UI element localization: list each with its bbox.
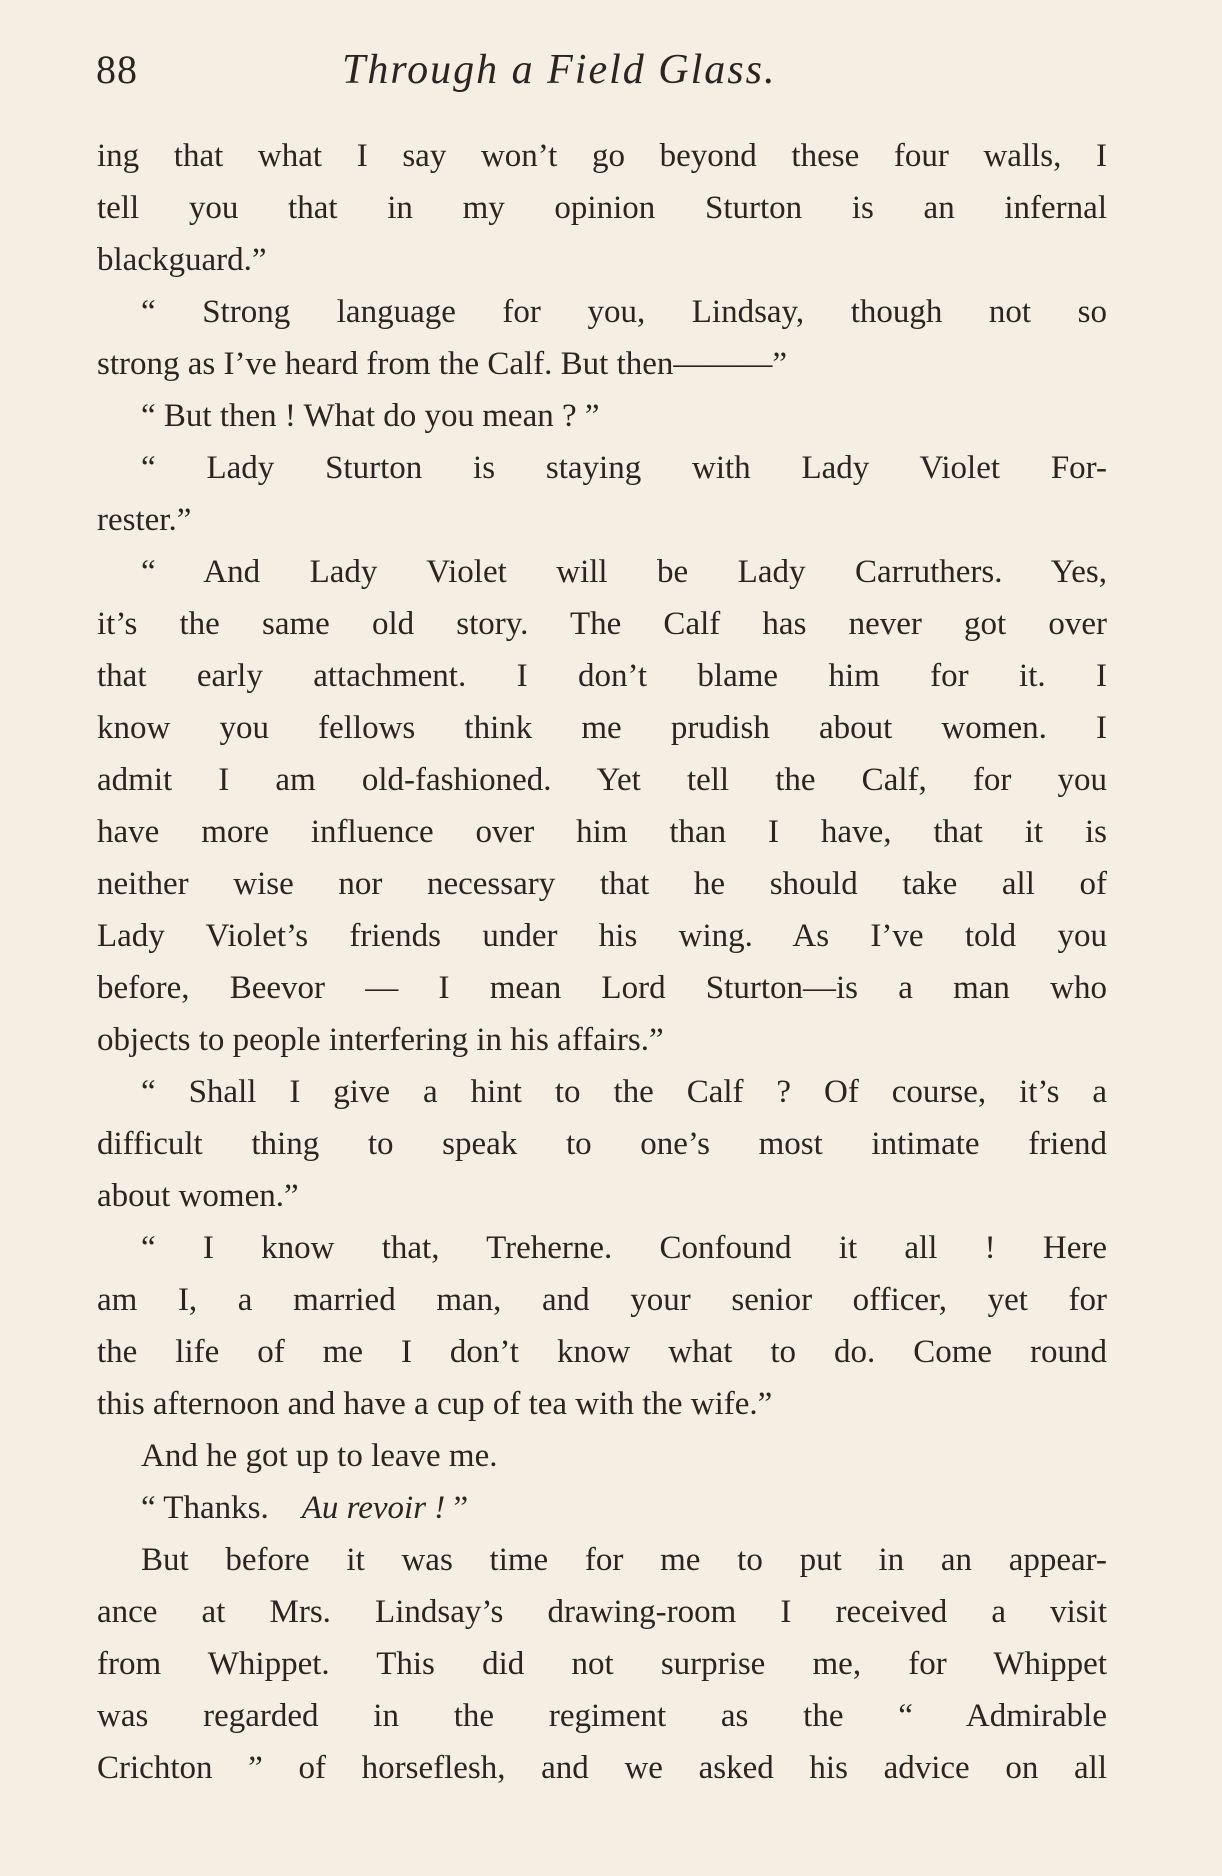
text-line	[97, 1482, 1107, 1534]
text-line: “ But then ! What do you mean ? ”	[141, 398, 600, 434]
text-line: objects to people interfering in his affairs.”	[97, 1022, 664, 1058]
text-line: “ And Lady Violet will be Lady Carruthers. Yes,	[141, 554, 1107, 590]
text-line: am I, a married man, and your senior officer, yet for	[97, 1282, 1107, 1318]
text-line: “ Shall I give a hint to the Calf ? Of course, it’s a	[141, 1074, 1107, 1110]
text-line: about women.”	[97, 1178, 299, 1214]
thanks-text: “ Thanks.	[141, 1490, 269, 1526]
text-line: it’s the same old story. The Calf has never got over	[97, 606, 1107, 642]
text-line: tell you that in my opinion Sturton is an infernal	[97, 190, 1107, 226]
text-line: know you fellows think me prudish about women. I	[97, 710, 1107, 746]
text-line: Crichton ” of horseflesh, and we asked his advice on all	[97, 1750, 1107, 1786]
text-line: ance at Mrs. Lindsay’s drawing-room I received a visit	[97, 1594, 1107, 1630]
au-revoir-text: Au revoir !	[301, 1490, 446, 1526]
text-line: admit I am old-fashioned. Yet tell the Calf, for you	[97, 762, 1107, 798]
text-line: was regarded in the regiment as the “ Admirable	[97, 1698, 1107, 1734]
text-line: strong as I’ve heard from the Calf. But then———”	[97, 346, 788, 382]
text-line: Lady Violet’s friends under his wing. As I’ve told you	[97, 918, 1107, 954]
text-line: And he got up to leave me.	[141, 1438, 498, 1474]
text-line: “ I know that, Treherne. Confound it all ! Here	[141, 1230, 1107, 1266]
text-line: rester.”	[97, 502, 192, 538]
text-line: from Whippet. This did not surprise me, for Whippet	[97, 1646, 1107, 1682]
text-line: “ Lady Sturton is staying with Lady Violet For-	[141, 450, 1107, 486]
text-line: have more influence over him than I have, that it is	[97, 814, 1107, 850]
text-line: ing that what I say won’t go beyond these four walls, I	[97, 138, 1107, 174]
text-line: that early attachment. I don’t blame him for it. I	[97, 658, 1107, 694]
text-line: before, Beevor — I mean Lord Sturton—is a man who	[97, 970, 1107, 1006]
text-line: “ Strong language for you, Lindsay, though not so	[141, 294, 1107, 330]
text-line: But before it was time for me to put in an appear-	[141, 1542, 1107, 1578]
closing-quote: ”	[445, 1490, 469, 1526]
text-line: blackguard.”	[97, 242, 267, 278]
text-line: this afternoon and have a cup of tea with the wife.”	[97, 1386, 773, 1422]
page-header	[96, 46, 1106, 106]
page-number: 88	[96, 47, 138, 92]
text-line: difficult thing to speak to one’s most intimate friend	[97, 1126, 1107, 1162]
text-line: the life of me I don’t know what to do. Come round	[97, 1334, 1107, 1370]
body-text	[97, 130, 1107, 1794]
running-title: Through a Field Glass.	[342, 47, 777, 93]
text-line: neither wise nor necessary that he should take all of	[97, 866, 1107, 902]
